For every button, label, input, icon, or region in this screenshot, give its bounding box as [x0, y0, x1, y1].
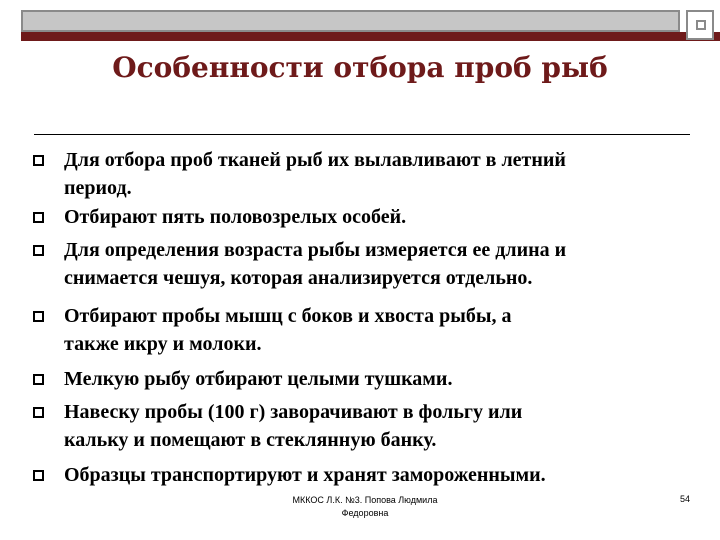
bullet-text	[64, 461, 704, 489]
bullet-line: Навеску пробы (100 г) заворачивают в фольгу или	[64, 401, 523, 423]
footer-author	[250, 494, 480, 520]
bullet-line: кальку и помещают в стеклянную банку.	[64, 429, 437, 451]
title-divider	[34, 134, 690, 135]
bullet-line: Образцы транспортируют и хранят замороженными.	[64, 464, 546, 486]
bullet-line: также икру и молоки.	[64, 333, 262, 355]
corner-decoration	[686, 10, 714, 40]
header-bar	[21, 10, 680, 32]
square-bullet-icon	[33, 155, 44, 166]
footer-author-line: Федоровна	[341, 508, 389, 518]
square-bullet-icon	[33, 212, 44, 223]
bullet-line: Для определения возраста рыбы измеряется ее длина и	[64, 239, 567, 261]
bullet-text	[64, 398, 704, 454]
square-bullet-icon	[33, 374, 44, 385]
bullet-line: период.	[64, 177, 132, 199]
page-number: 54	[679, 494, 690, 504]
square-bullet-icon	[33, 407, 44, 418]
footer-author-line: МККОС Л.К. №3. Попова Людмила	[292, 495, 438, 505]
bullet-text	[64, 302, 704, 358]
header-stripe	[21, 32, 720, 41]
slide-title: Особенности отбора проб рыб	[112, 51, 608, 84]
square-bullet-icon	[33, 311, 44, 322]
bullet-line: Для отбора проб тканей рыб их вылавливают в летний	[64, 149, 566, 171]
square-bullet-icon	[33, 470, 44, 481]
bullet-line: Мелкую рыбу отбирают целыми тушками.	[64, 368, 453, 390]
bullet-text	[64, 236, 704, 292]
bullet-text	[64, 203, 704, 231]
bullet-line: Отбирают пробы мышц с боков и хвоста рыбы, а	[64, 305, 512, 327]
bullet-line: Отбирают пять половозрелых особей.	[64, 206, 407, 228]
bullet-text	[64, 365, 704, 393]
bullet-text	[64, 146, 704, 202]
bullet-line: снимается чешуя, которая анализируется отдельно.	[64, 267, 533, 289]
square-bullet-icon	[33, 245, 44, 256]
